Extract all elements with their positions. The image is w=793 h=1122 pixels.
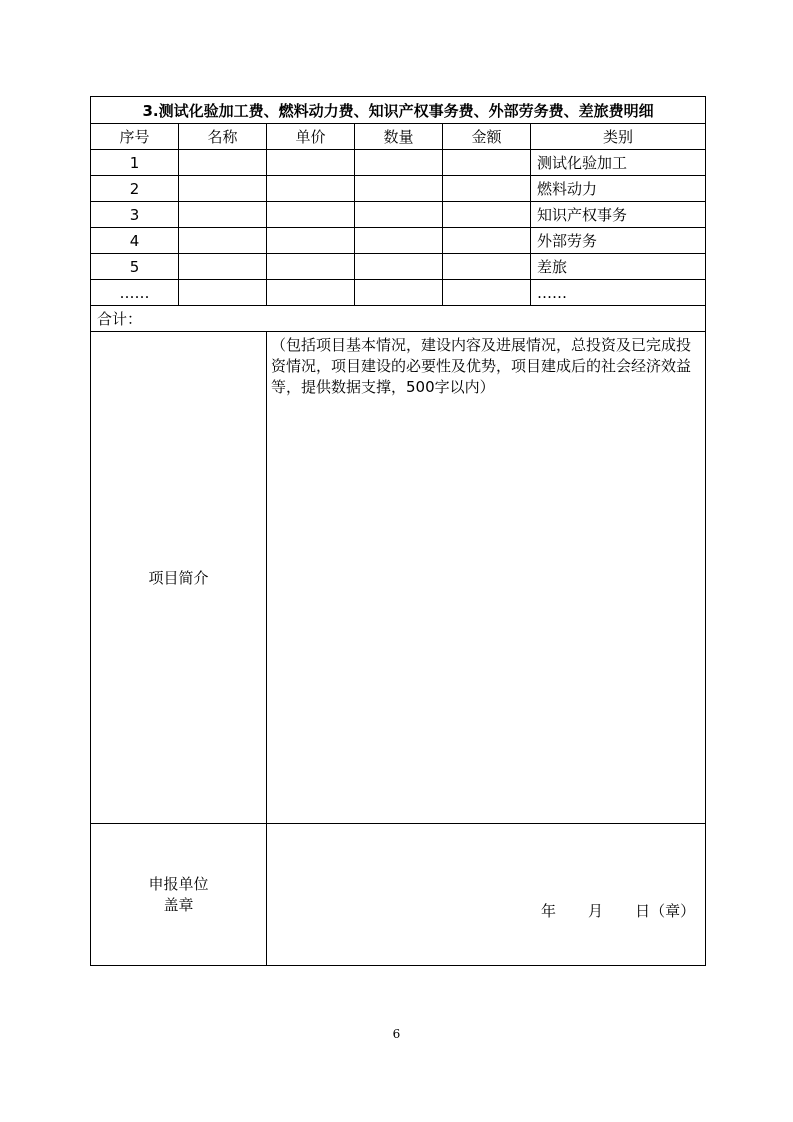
row-quantity-cell[interactable] bbox=[355, 280, 443, 306]
row-index: 2 bbox=[91, 176, 179, 202]
row-unit-price-cell[interactable] bbox=[267, 254, 355, 280]
project-intro-label: 项目简介 bbox=[91, 332, 267, 824]
seal-label-line2: 盖章 bbox=[163, 895, 194, 914]
header-category: 类别 bbox=[531, 124, 706, 150]
seal-label-line1: 申报单位 bbox=[148, 874, 209, 893]
table-title: 3.测试化验加工费、燃料动力费、知识产权事务费、外部劳务费、差旅费明细 bbox=[91, 97, 706, 124]
header-name: 名称 bbox=[179, 124, 267, 150]
expense-detail-form bbox=[90, 96, 706, 966]
project-intro-field[interactable] bbox=[267, 332, 706, 824]
row-quantity-cell[interactable] bbox=[355, 228, 443, 254]
row-quantity-cell[interactable] bbox=[355, 176, 443, 202]
table-row bbox=[91, 176, 706, 202]
table-header-row bbox=[91, 124, 706, 150]
row-index: 4 bbox=[91, 228, 179, 254]
row-category: 燃料动力 bbox=[531, 176, 706, 202]
row-index: 5 bbox=[91, 254, 179, 280]
day-seal-label: 日（章） bbox=[635, 902, 696, 920]
year-label: 年 bbox=[541, 902, 557, 920]
table-row bbox=[91, 254, 706, 280]
row-index: 3 bbox=[91, 202, 179, 228]
header-quantity: 数量 bbox=[355, 124, 443, 150]
row-amount-cell[interactable] bbox=[443, 176, 531, 202]
row-name-cell[interactable] bbox=[179, 254, 267, 280]
seal-date-line bbox=[541, 900, 695, 921]
header-index: 序号 bbox=[91, 124, 179, 150]
row-amount-cell[interactable] bbox=[443, 150, 531, 176]
header-amount: 金额 bbox=[443, 124, 531, 150]
row-unit-price-cell[interactable] bbox=[267, 280, 355, 306]
row-name-cell[interactable] bbox=[179, 176, 267, 202]
row-amount-cell[interactable] bbox=[443, 228, 531, 254]
row-quantity-cell[interactable] bbox=[355, 150, 443, 176]
row-category: 知识产权事务 bbox=[531, 202, 706, 228]
row-name-cell[interactable] bbox=[179, 150, 267, 176]
row-name-cell[interactable] bbox=[179, 202, 267, 228]
row-amount-cell[interactable] bbox=[443, 280, 531, 306]
row-amount-cell[interactable] bbox=[443, 202, 531, 228]
row-amount-cell[interactable] bbox=[443, 254, 531, 280]
header-unit-price: 单价 bbox=[267, 124, 355, 150]
table-row bbox=[91, 228, 706, 254]
row-index: 1 bbox=[91, 150, 179, 176]
row-unit-price-cell[interactable] bbox=[267, 150, 355, 176]
row-unit-price-cell[interactable] bbox=[267, 228, 355, 254]
row-unit-price-cell[interactable] bbox=[267, 202, 355, 228]
table-row bbox=[91, 280, 706, 306]
page-number: 6 bbox=[392, 1027, 401, 1041]
row-index: …… bbox=[91, 280, 179, 306]
row-name-cell[interactable] bbox=[179, 280, 267, 306]
row-quantity-cell[interactable] bbox=[355, 202, 443, 228]
row-category: …… bbox=[531, 280, 706, 306]
project-intro-instructions: （包括项目基本情况，建设内容及进展情况，总投资及已完成投资情况，项目建设的必要性及优势，项目建成后的社会经济效益等，提供数据支撑，500字以内） bbox=[271, 336, 692, 396]
row-unit-price-cell[interactable] bbox=[267, 176, 355, 202]
row-category: 测试化验加工 bbox=[531, 150, 706, 176]
applicant-seal-field[interactable] bbox=[267, 824, 706, 966]
row-category: 外部劳务 bbox=[531, 228, 706, 254]
row-quantity-cell[interactable] bbox=[355, 254, 443, 280]
applicant-seal-label bbox=[91, 824, 267, 966]
month-label: 月 bbox=[588, 902, 604, 920]
table-row bbox=[91, 202, 706, 228]
row-name-cell[interactable] bbox=[179, 228, 267, 254]
total-label: 合计： bbox=[91, 306, 706, 332]
row-category: 差旅 bbox=[531, 254, 706, 280]
table-row bbox=[91, 150, 706, 176]
